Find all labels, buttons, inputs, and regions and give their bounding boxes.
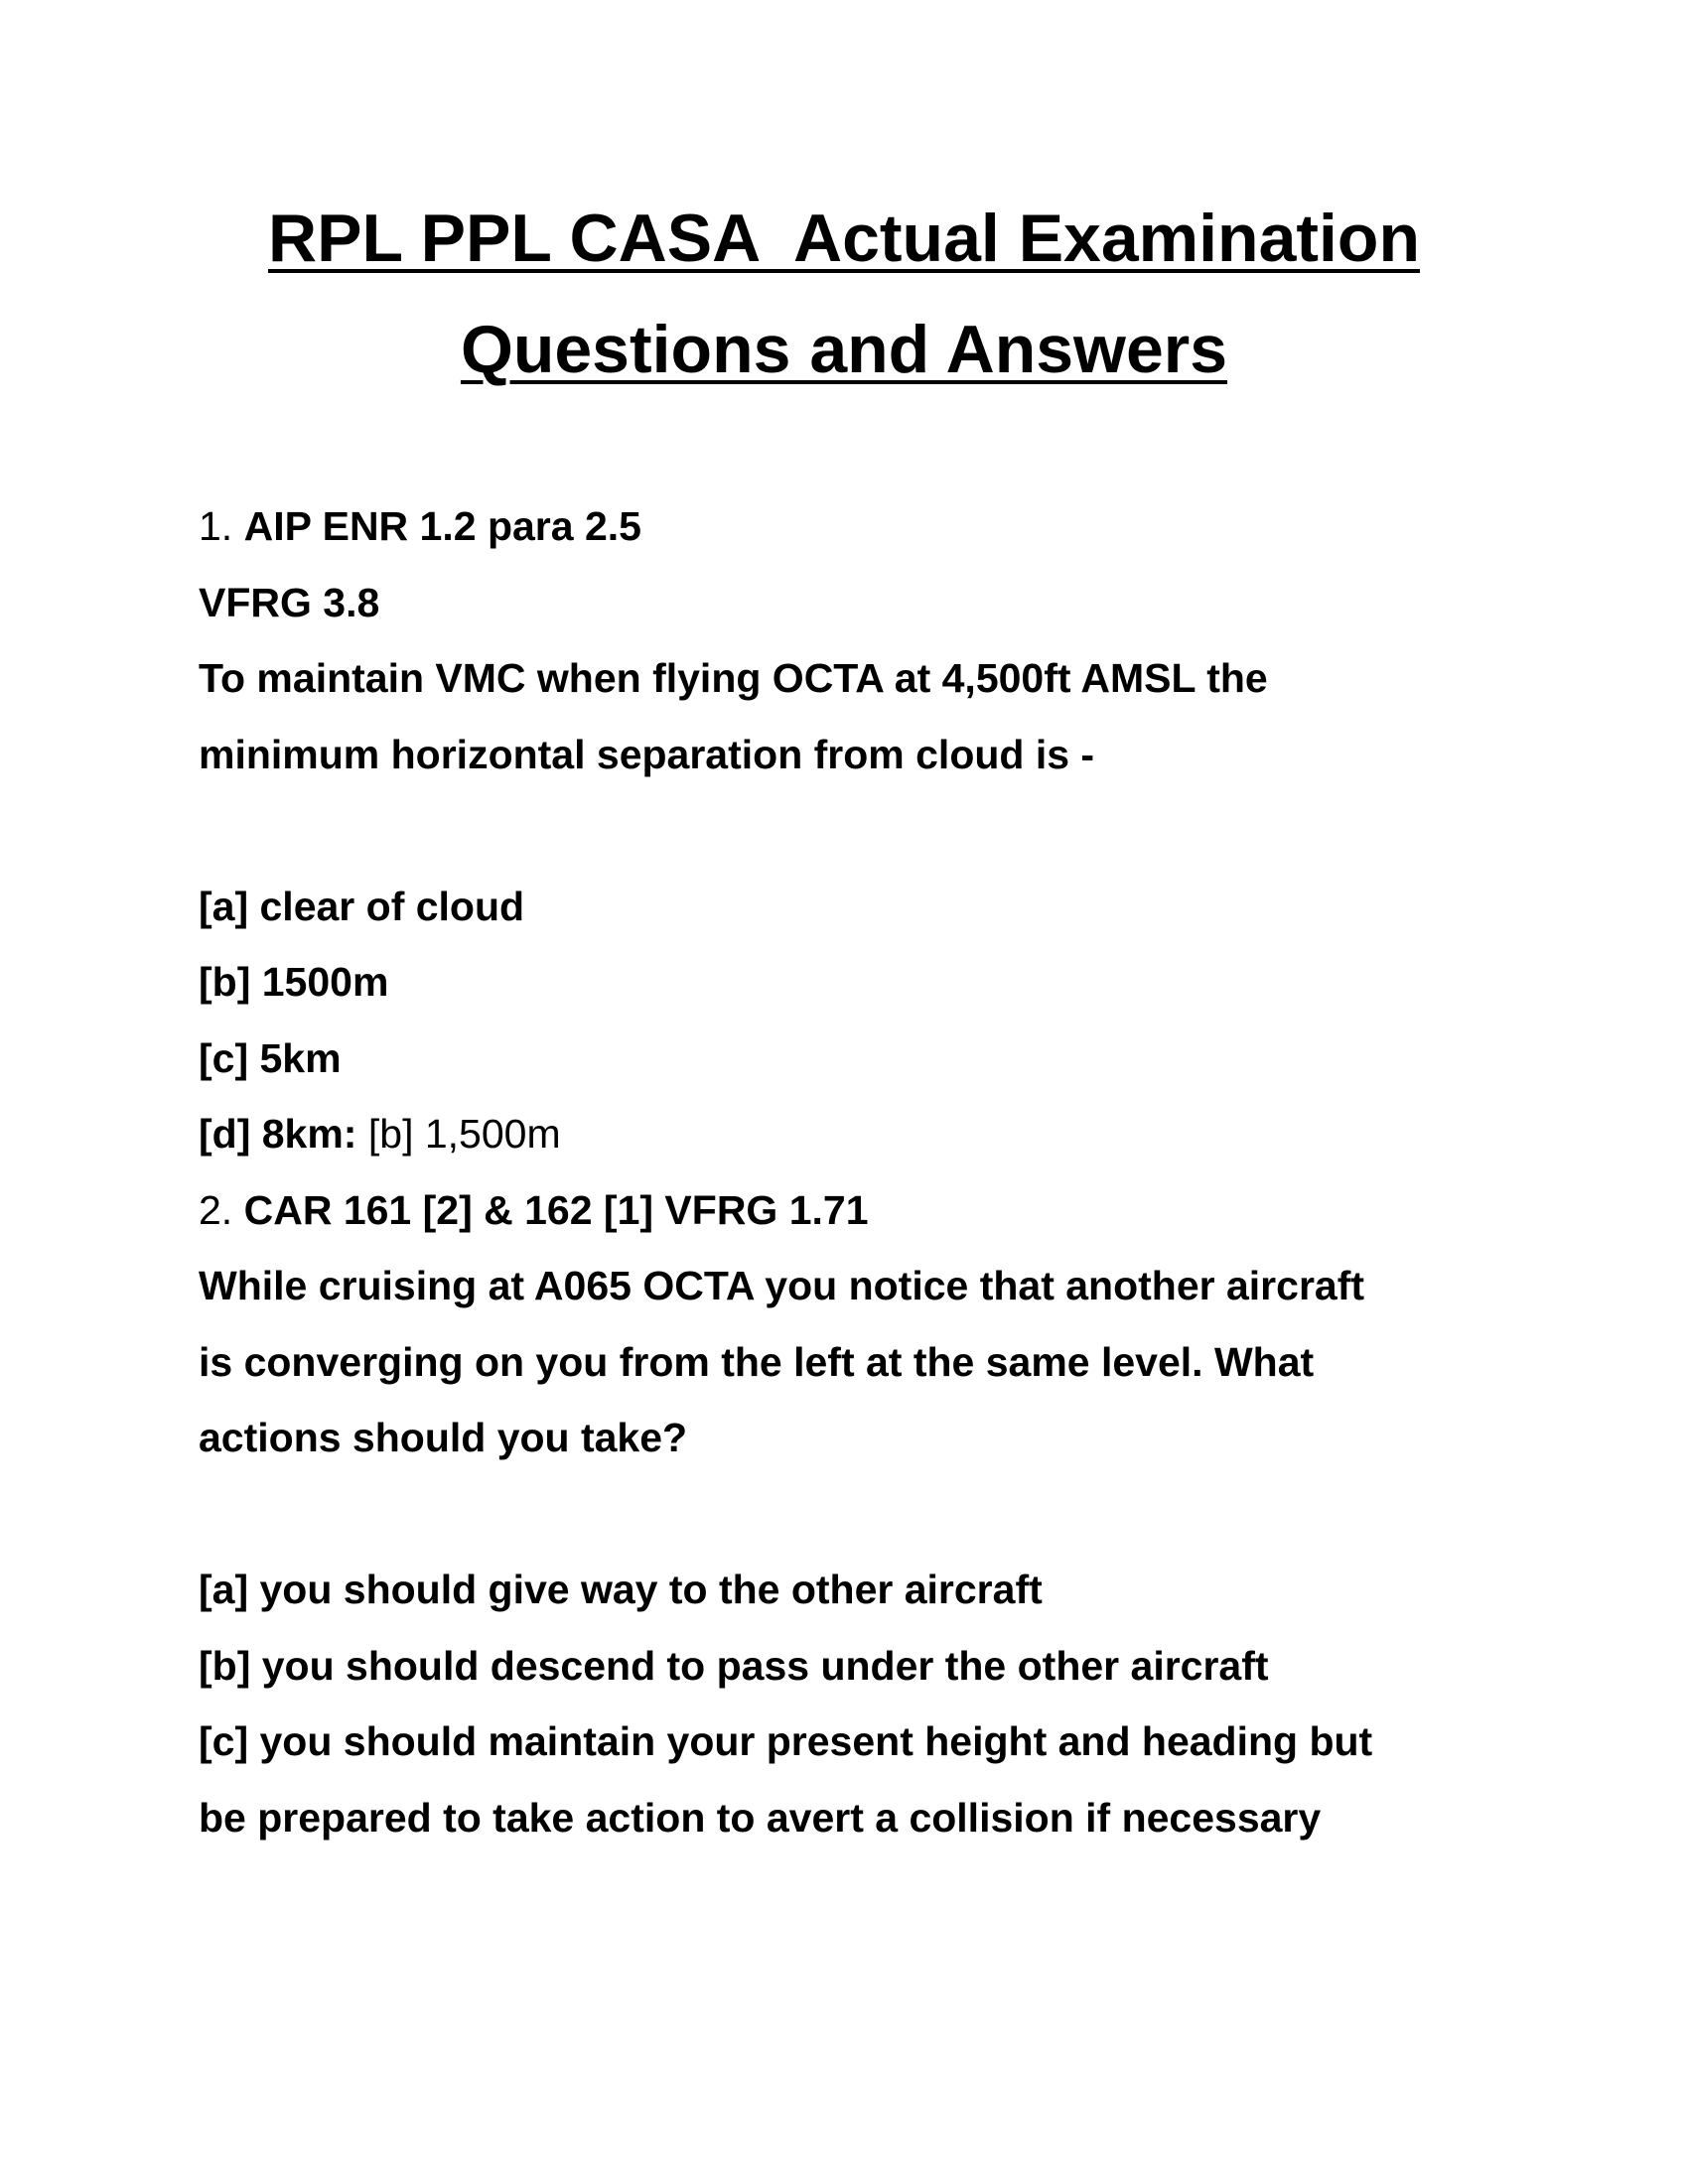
spacer bbox=[199, 792, 1509, 869]
answer-option: [c] 5km bbox=[199, 1034, 342, 1081]
question-number: 2. bbox=[199, 1186, 233, 1233]
answer-option: [d] 8km: bbox=[199, 1111, 357, 1157]
answer-option: [a] clear of cloud bbox=[199, 883, 525, 929]
answer-option: [b] you should descend to pass under the other aircraft bbox=[199, 1642, 1269, 1689]
answer-option: [a] you should give way to the other aircraft bbox=[199, 1567, 1043, 1612]
page-title-line-2: Questions and Answers bbox=[460, 312, 1228, 387]
question-reference: AIP ENR 1.2 para 2.5 bbox=[243, 503, 641, 549]
question-text-line: minimum horizontal separation from cloud is - bbox=[199, 731, 1095, 777]
question-text-line: actions should you take? bbox=[199, 1415, 688, 1460]
answer-option: [c] you should maintain your present height and heading but bbox=[199, 1718, 1373, 1764]
question-text-line: While cruising at A065 OCTA you notice that another aircraft bbox=[199, 1263, 1365, 1308]
question-text-line: To maintain VMC when flying OCTA at 4,500ft AMSL the bbox=[199, 655, 1268, 701]
question-text-line: is converging on you from the left at the same level. What bbox=[199, 1338, 1315, 1385]
spacer bbox=[199, 1476, 1509, 1553]
question-reference: CAR 161 [2] & 162 [1] VFRG 1.71 bbox=[243, 1186, 869, 1233]
question-1-header bbox=[199, 488, 1509, 565]
document-body bbox=[199, 488, 1509, 1855]
question-number: 1. bbox=[199, 503, 233, 549]
question-2-header bbox=[199, 1172, 1509, 1249]
answer-option: [b] 1500m bbox=[199, 959, 389, 1005]
correct-answer: [b] 1,500m bbox=[367, 1111, 561, 1157]
answer-option-with-answer bbox=[199, 1096, 1509, 1172]
page-title-line-1: RPL PPL CASA Actual Examination bbox=[267, 201, 1421, 276]
question-reference-secondary: VFRG 3.8 bbox=[199, 579, 380, 625]
answer-option: be prepared to take action to avert a collision if necessary bbox=[199, 1794, 1322, 1841]
